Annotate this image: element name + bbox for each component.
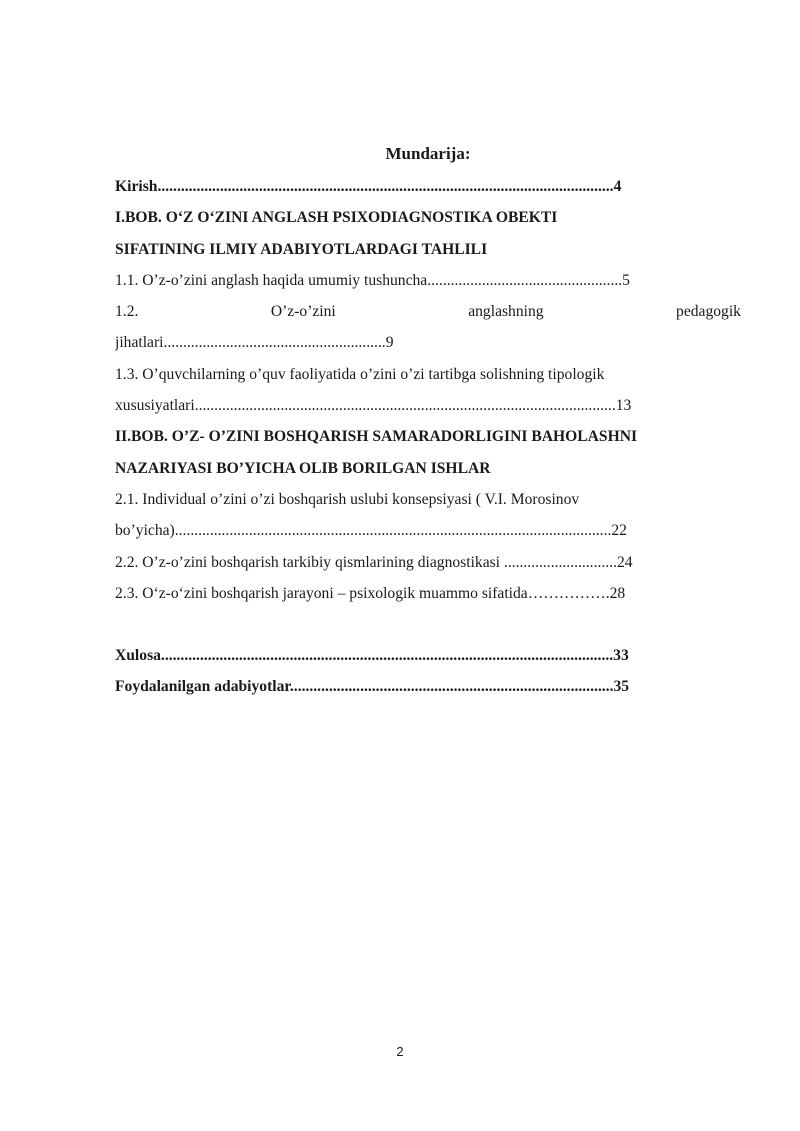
chapter-2-title-line-1: II.BOB. O’Z- O’ZINI BOSHQARISH SAMARADORLIGINI BAHOLASHNI (115, 428, 638, 446)
page-number: 2 (396, 1044, 404, 1059)
toc-entry-2-3: 2.3. O‘z-o‘zini boshqarish jarayoni – psixologik muammo sifatida…………….28 (115, 584, 626, 602)
toc-entry-2-2: 2.2. O’z-o’zini boshqarish tarkibiy qismlarining diagnostikasi .............................24 (115, 553, 633, 571)
toc-entry-kirish: Kirish.....................................................................................................................4 (115, 178, 622, 195)
toc-entry-1-2-continuation: jihatlari.........................................................9 (115, 334, 394, 352)
toc-title: Mundarija: (385, 144, 471, 163)
toc-entry-2-1-line-1: 2.1. Individual o’zini o’zi boshqarish uslubi konsepsiyasi ( V.I. Morosinov (115, 490, 580, 508)
chapter-2-title-line-2: NAZARIYASI BO’YICHA OLIB BORILGAN ISHLAR (115, 459, 491, 477)
toc-entry-foydalanilgan-adabiyotlar: Foydalanilgan adabiyotlar...................................................................................35 (115, 678, 630, 696)
toc-entry-1-3-line-1: 1.3. O’quvchilarning o’quv faoliyatida o’zini o’zi tartibga solishning tipologik (115, 365, 605, 383)
toc-entry-1-2 (115, 296, 741, 327)
table-of-contents (115, 140, 741, 703)
spacer (115, 609, 741, 640)
toc-entry-xulosa: Xulosa....................................................................................................................33 (115, 647, 629, 665)
toc-entry-1-2-word: 1.2. (115, 303, 139, 321)
chapter-1-title-line-1: I.BOB. O‘Z O‘ZINI ANGLASH PSIXODIAGNOSTIKA OBEKTI (115, 209, 558, 227)
chapter-1-title-line-2: SIFATINING ILMIY ADABIYOTLARDAGI TAHLILI (115, 240, 488, 258)
toc-entry-1-2-word: anglashning (468, 303, 544, 321)
toc-entry-1-2-word: O’z-o’zini (270, 303, 336, 321)
toc-entry-1-2-word: pedagogik (676, 303, 741, 321)
toc-entry-1-1: 1.1. O’z-o’zini anglash haqida umumiy tushuncha..................................................5 (115, 271, 630, 289)
toc-entry-2-1-line-2: bo’yicha)................................................................................................................22 (115, 522, 627, 540)
toc-entry-1-3-line-2: xususiyatlari............................................................................................................13 (115, 397, 632, 415)
